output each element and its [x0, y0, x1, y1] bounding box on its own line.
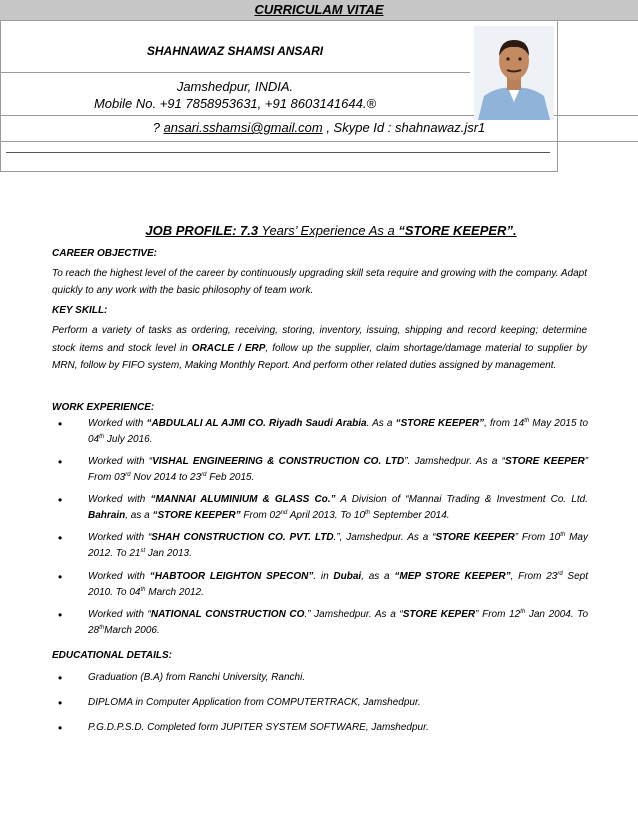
skill-erp: ORACLE / ERP	[191, 342, 266, 354]
work-item: • Worked with “HABTOOR LEIGHTON SPECON”. in Dubai, as a “MEP STORE KEEPER”, From 23rd Sept 2010. To 04th March 2012.	[58, 570, 588, 598]
cv-title: CURRICULAM VITAE	[254, 2, 384, 17]
bullet: •	[58, 417, 63, 431]
divider	[0, 141, 638, 142]
candidate-name: SHAHNAWAZ SHAMSI ANSARI	[146, 44, 324, 58]
email-link[interactable]: ansari.sshamsi@gmail.com	[163, 120, 323, 135]
bullet: •	[58, 570, 63, 584]
contact-line	[0, 120, 638, 135]
job-profile-role: “STORE KEEPER”.	[398, 223, 517, 238]
skill-text	[52, 322, 587, 375]
career-text: To reach the highest level of the career by continuously upgrading skill seta require and growing with the company. Adapt quickly to any work with the basic philosophy of team work.	[52, 268, 587, 296]
job-profile	[52, 223, 610, 238]
bullet: •	[58, 608, 63, 622]
work-item: • Worked with “VISHAL ENGINEERING & CONSTRUCTION CO. LTD”. Jamshedpur. As a “STORE KEEPER” From 03rd Nov 2014 to 23rd Feb 2015.	[58, 455, 589, 483]
header-table	[0, 0, 558, 172]
bullet: •	[58, 696, 63, 710]
profile-photo	[474, 26, 554, 120]
mobile-number: Mobile No. +91 7858953631, +91 8603141644.®	[93, 96, 377, 111]
work-item: • Worked with “ABDULALI AL AJMI CO. Riyadh Saudi Arabia. As a “STORE KEEPER”, from 14th May 2015 to 04th July 2016.	[58, 417, 588, 445]
work-heading: WORK EXPERIENCE:	[52, 402, 155, 413]
education-item: • Graduation (B.A) from Ranchi University, Ranchi.	[58, 671, 306, 685]
work-item: • Worked with “NATIONAL CONSTRUCTION CO.” Jamshedpur. As a “STORE KEPER” From 12th Jan 2004. To 28thMarch 2006.	[58, 608, 589, 636]
job-profile-years: Years’ Experience As a	[258, 223, 399, 238]
education-heading: EDUCATIONAL DETAILS:	[52, 650, 172, 661]
work-item: • Worked with “SHAH CONSTRUCTION CO. PVT. LTD.”, Jamshedpur. As a “STORE KEEPER” From 10th May 2012. To 21st Jan 2013.	[58, 531, 588, 559]
skill-heading: KEY SKILL:	[52, 305, 108, 316]
bullet: •	[58, 531, 63, 545]
bullet: •	[58, 493, 63, 507]
skill-text-part: , follow up the supplier, claim shortage/damage material to supplier by MRN, follow by FIFO system, Making Monthly Report. And perform other related duties assigned by management.	[52, 342, 587, 371]
location: Jamshedpur, INDIA.	[176, 79, 294, 94]
bullet: •	[58, 455, 63, 469]
email-icon: ?	[152, 120, 160, 135]
job-profile-label: JOB PROFILE: 7.3	[145, 223, 259, 238]
skill-text-part: Perform a variety of tasks as ordering, receiving, storing, inventory, issuing, shipping and record keeping; determine stock items and stock level in	[52, 325, 587, 354]
divider	[0, 72, 470, 73]
bullet: •	[58, 721, 63, 735]
education-item: • P.G.D.P.S.D. Completed form JUPITER SYSTEM SOFTWARE, Jamshedpur.	[58, 721, 429, 735]
divider	[6, 152, 550, 153]
career-heading: CAREER OBJECTIVE:	[52, 248, 158, 259]
bullet: •	[58, 671, 63, 685]
skype-id: , Skype Id : shahnawaz.jsr1	[322, 120, 486, 135]
education-item: • DIPLOMA in Computer Application from COMPUTERTRACK, Jamshedpur.	[58, 696, 421, 710]
work-item: • Worked with “MANNAI ALUMINIUM & GLASS Co.” A Division of “Mannai Trading & Investment Co. Ltd. Bahrain, as a “STORE KEEPER” From 02nd April 2013. To 10th September 2014.	[58, 493, 588, 521]
